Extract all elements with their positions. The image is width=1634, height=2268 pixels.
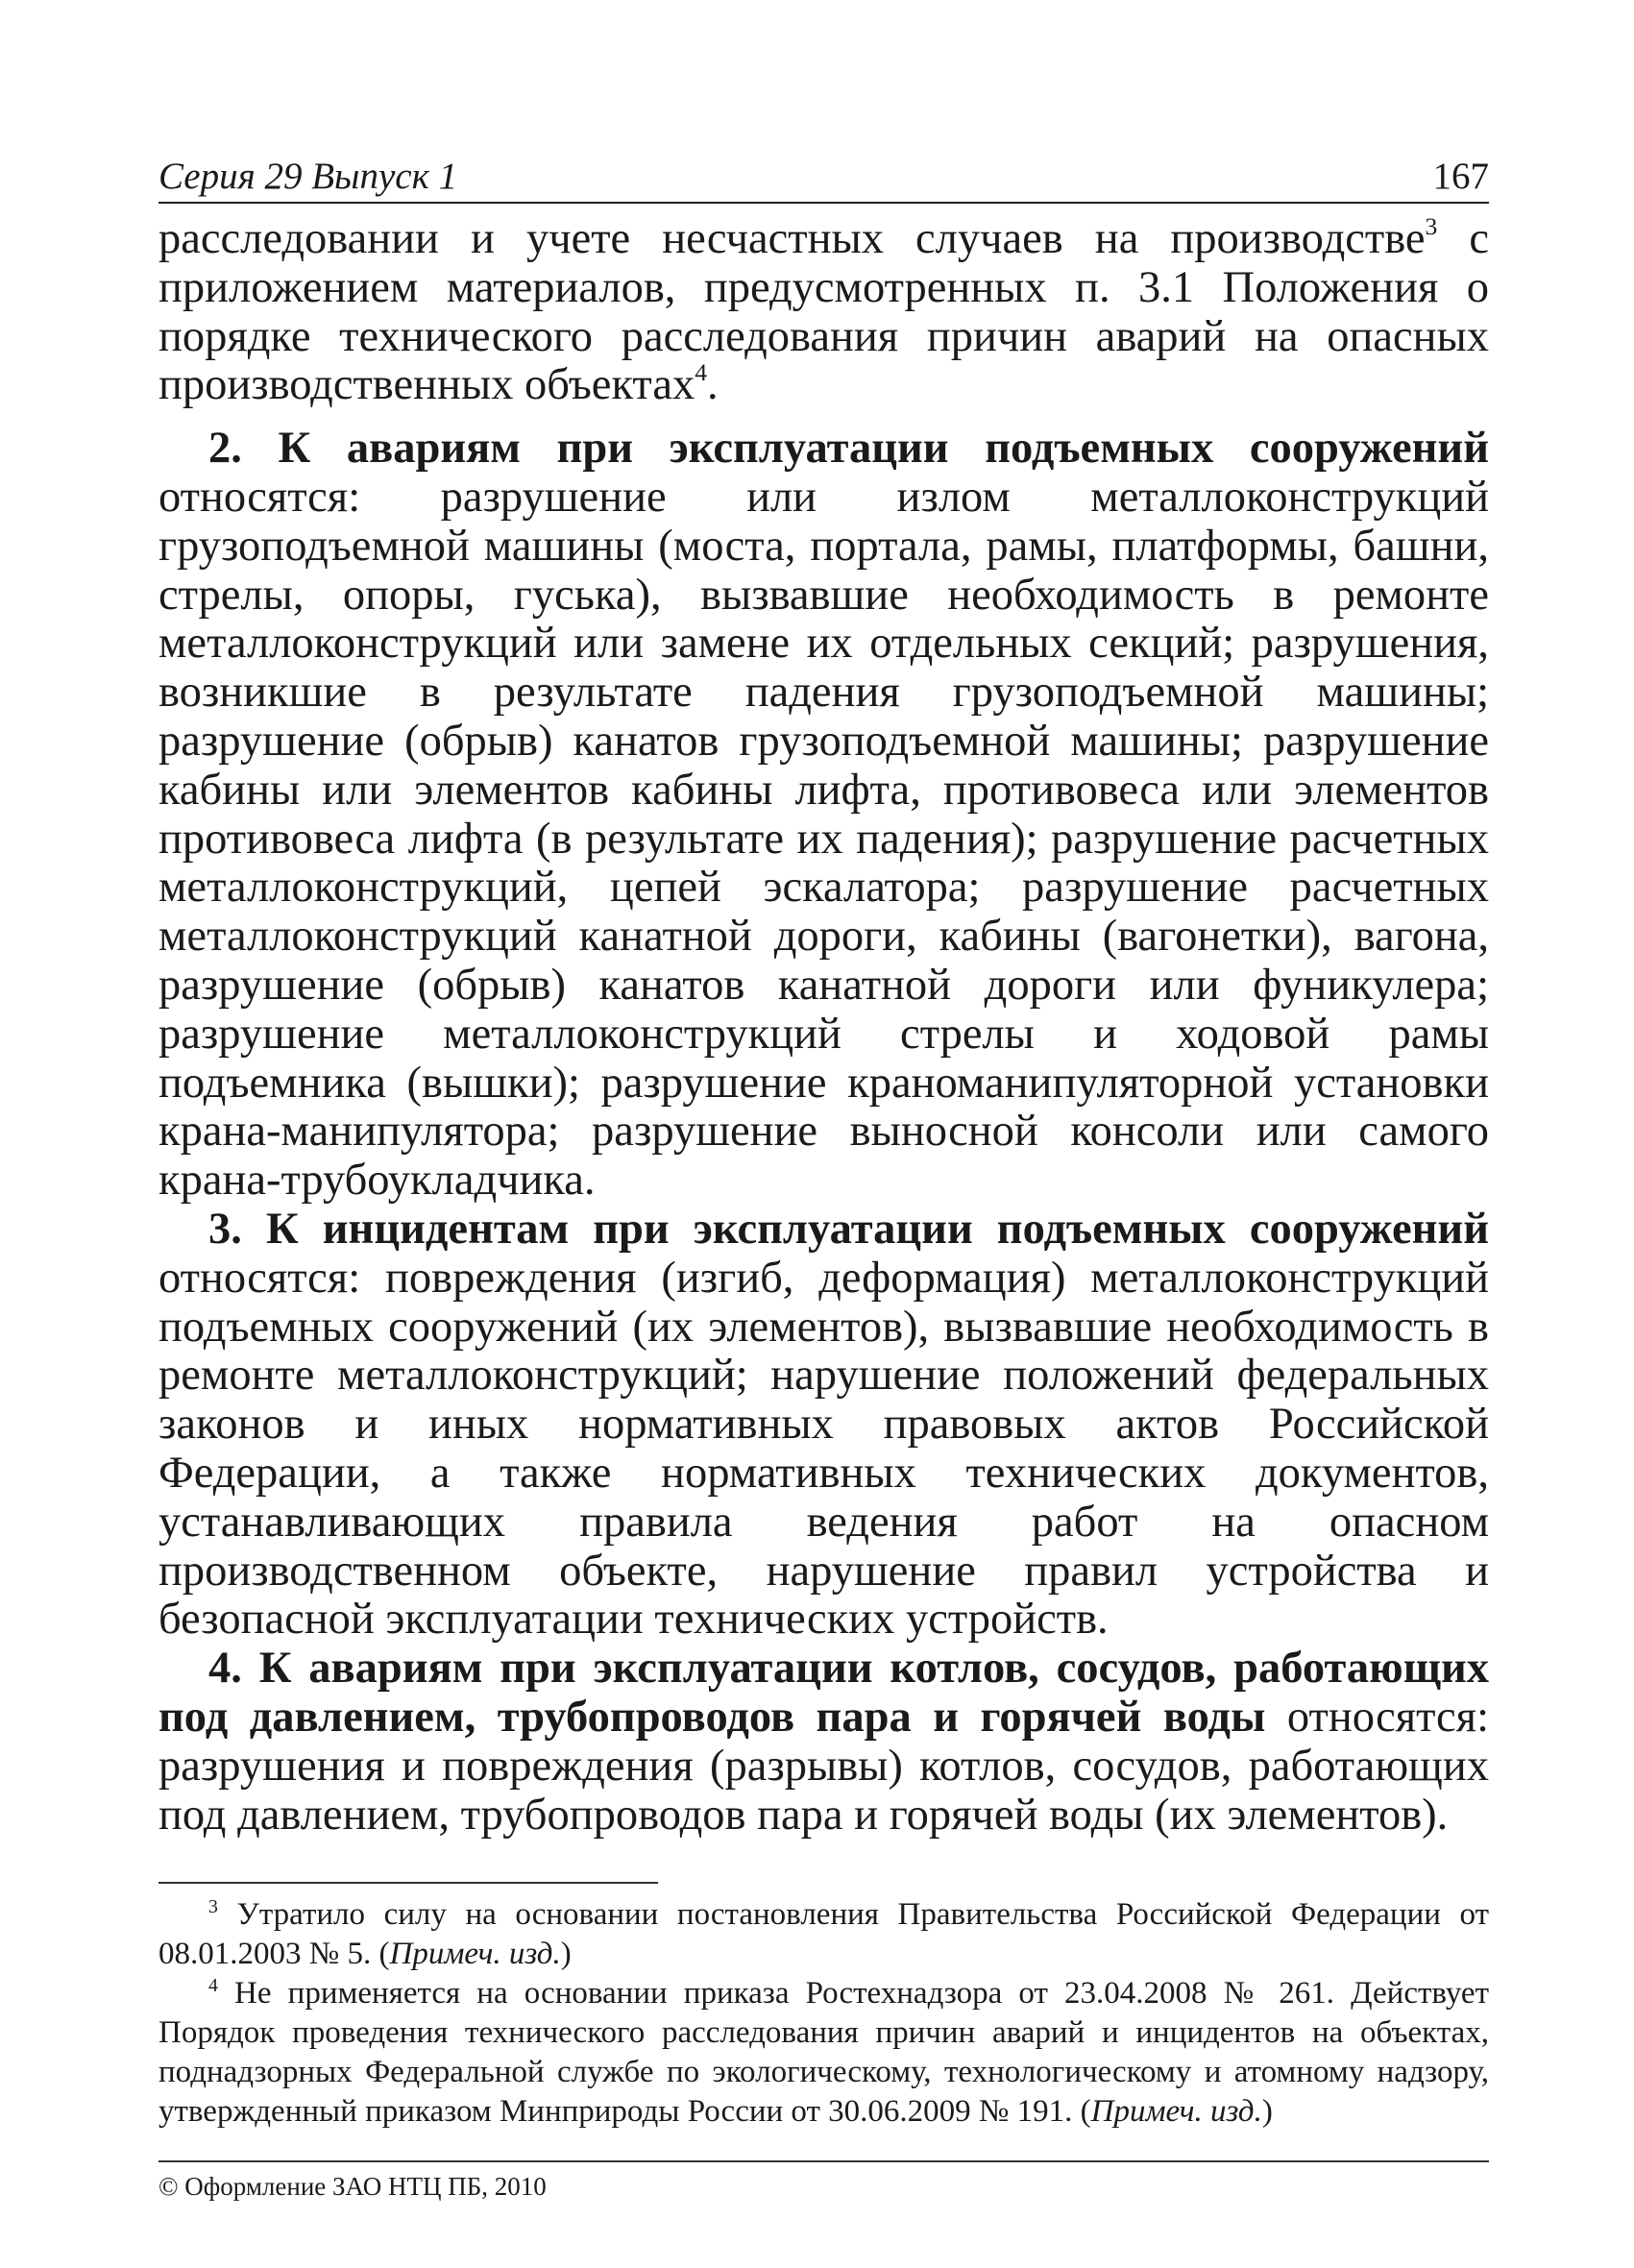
item-number: 2. [208, 424, 242, 474]
footnote-4 [159, 1974, 1489, 2132]
footnote-text: Не применяется на основании приказа Ростехнадзора от 23.04.2008 № 261. Действует Порядок проведения технического расследования причин аварий и инцидентов на объектах, поднадзорных Федеральной службе по экологическому, технологическому и атомному надзору, утвержденный приказом Минприроды России от 30.06.2009 № 191. ( [159, 1976, 1489, 2130]
body-text [159, 211, 1489, 1840]
paragraph-text: . [707, 360, 719, 410]
footnote-mark: 3 [208, 1896, 218, 1918]
footnote-3 [159, 1895, 1489, 1974]
item-lead: К инцидентам при эксплуатации подъемных сооружений [265, 1204, 1489, 1254]
paragraph-text: расследовании и учете несчастных случаев на производстве [159, 214, 1426, 263]
item-lead: К авариям при эксплуатации котлов, сосудов, работающих под давлением, трубопроводов пара и горячей воды [159, 1644, 1489, 1742]
footnote-mark: 4 [208, 1975, 218, 1997]
paragraph-text: с приложением материалов, предусмотренных п. 3.1 Положения о порядке технического расследования причин аварий на опасных производственных объектах [159, 214, 1489, 410]
footer-rule [159, 2160, 1489, 2162]
footnote-ref-3: 3 [1425, 211, 1438, 240]
footnote-ref-4: 4 [695, 358, 707, 387]
footnote-text: Утратило силу на основании постановления Правительства Российской Федерации от 08.01.2003 № 5. ( [159, 1897, 1489, 1972]
paragraph-continued [159, 211, 1489, 410]
paragraph-item-4 [159, 1645, 1489, 1840]
item-text: относятся: разрушение или излом металлоконструкций грузоподъемной машины (моста, портала, рамы, платформы, башни, стрелы, опоры, гуська), вызвавшие необходимость в ремонте металлоконструкций или замене их отдельных секций; разрушения, возникшие в результате падения грузоподъемной машины; разрушение (обрыв) канатов грузоподъемной машины; разрушение кабины или элементов кабины лифта, противовеса или элементов противовеса лифта (в результате их падения); разрушение расчетных металлоконструкций, цепей эскалатора; разрушение расчетных металлоконструкций канатной дороги, кабины (вагонетки), вагона, разрушение (обрыв) канатов канатной дороги или фуникулера; разрушение металлоконструкций стрелы и ходовой рамы подъемника (вышки); разрушение краноманипуляторной установки крана-манипулятора; разрушение выносной консоли или самого крана-трубоукладчика. [159, 472, 1489, 1206]
item-text: относятся: повреждения (изгиб, деформация) металлоконструкций подъемных сооружений (их элементов), вызвавшие необходимость в ремонте металлоконструкций; нарушение положений федеральных законов и иных нормативных правовых актов Российской Федерации, а также нормативных технических документов, устанавливающих правила ведения работ на опасном производственном объекте, нарушение правил устройства и безопасной эксплуатации технических устройств. [159, 1253, 1489, 1645]
item-number: 4. [208, 1644, 242, 1694]
footnote-close: ) [1261, 2094, 1273, 2130]
page-number: 167 [1432, 156, 1489, 197]
item-number: 3. [208, 1204, 242, 1254]
series-title: Серия 29 Выпуск 1 [159, 156, 458, 197]
item-text: относятся: разрушения и повреждения (разрывы) котлов, сосудов, работающих под давлением, трубопроводов пара и горячей воды (их элементов). [159, 1692, 1489, 1840]
item-lead: К авариям при эксплуатации подъемных сооружений [278, 424, 1489, 474]
document-page [159, 144, 1489, 2202]
paragraph-item-2 [159, 425, 1489, 1206]
paragraph-item-3 [159, 1206, 1489, 1645]
editor-note: Примеч. изд. [389, 1937, 561, 1972]
footnote-close: ) [560, 1937, 572, 1972]
running-header [159, 144, 1489, 204]
copyright: © Оформление ЗАО НТЦ ПБ, 2010 [159, 2172, 547, 2202]
footnote-separator [159, 1882, 658, 1884]
editor-note: Примеч. изд. [1090, 2094, 1262, 2130]
footnotes [159, 1895, 1489, 2132]
